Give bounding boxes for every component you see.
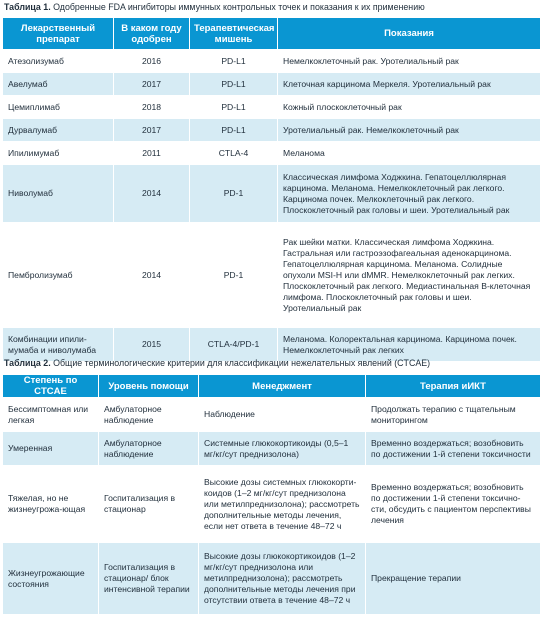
- table-row: [3, 328, 541, 362]
- table2-header-care-level: Уровень помощи: [99, 375, 199, 398]
- ici-therapy: Временно воздержаться; возобновить по достижении 1-й степени токсичности: [366, 432, 541, 466]
- care-level: Госпитализация в стационар: [99, 466, 199, 543]
- ctcae-grade: Тяжелая, но не жизнеугрожа-ющая: [3, 466, 99, 543]
- approval-year: 2017: [114, 119, 190, 142]
- drug-name: Цемиплимаб: [3, 96, 114, 119]
- table1-caption-label: Таблица 1.: [4, 2, 51, 13]
- indications: Меланома. Колоректальная карцинома. Карцинома почек. Немелкоклеточный рак легких: [278, 328, 541, 362]
- table-row: [3, 50, 541, 73]
- management: Высокие дозы глюкокортикоидов (1–2 мг/кг/сут преднизолона или метилпреднизолона); рассмотреть дополнительные методы лечения при отсутствии ответа в течение 48–72 ч: [199, 543, 366, 615]
- approval-year: 2014: [114, 223, 190, 328]
- drug-name: Авелумаб: [3, 73, 114, 96]
- table2-header-management: Менеджмент: [199, 375, 366, 398]
- drug-name: Атезолизумаб: [3, 50, 114, 73]
- approval-year: 2015: [114, 328, 190, 362]
- indications: Немелкоклеточный рак. Уротелиальный рак: [278, 50, 541, 73]
- table1-caption: [4, 2, 425, 13]
- drug-name: Ниволумаб: [3, 165, 114, 223]
- indications: Рак шейки матки. Классическая лимфома Ходжкина. Гастральная или гастроэзофагеальная аденокарцинома. Гепатоцеллюлярная карцинома. Меланома. Солидные опухоли MSI-H или dMMR. Немелкоклеточный рак легких. Плоскоклеточный рак легкого. Медиастинальная B-клеточная лимфома. Плоскоклеточный рак головы и шеи. Уротелиальный рак: [278, 223, 541, 328]
- indications: Клеточная карцинома Меркеля. Уротелиальный рак: [278, 73, 541, 96]
- approval-year: 2017: [114, 73, 190, 96]
- ctcae-grade: Умеренная: [3, 432, 99, 466]
- ici-therapy: Продолжать терапию с тщательным мониторингом: [366, 398, 541, 432]
- table1-header-row: [3, 18, 541, 50]
- table2-caption-label: Таблица 2.: [4, 358, 51, 369]
- therapeutic-target: PD-L1: [190, 50, 278, 73]
- ctcae-grade: Бессимптомная или легкая: [3, 398, 99, 432]
- drug-name: Пембролизумаб: [3, 223, 114, 328]
- therapeutic-target: PD-L1: [190, 73, 278, 96]
- management: Высокие дозы системных глюкокорти-коидов (1–2 мг/кг/сут преднизолона или метилпреднизолона); рассмотреть дополнительные методы лечения, если нет ответа в течение 48–72 ч: [199, 466, 366, 543]
- drug-name: Ипилимумаб: [3, 142, 114, 165]
- approval-year: 2011: [114, 142, 190, 165]
- ici-therapy: Прекращение терапии: [366, 543, 541, 615]
- drug-name: Комбинации ипили-мумаба и ниволумаба: [3, 328, 114, 362]
- care-level: Госпитализация в стационар/ блок интенсивной терапии: [99, 543, 199, 615]
- indications: Кожный плоскоклеточный рак: [278, 96, 541, 119]
- management: Системные глюкокортикоиды (0,5–1 мг/кг/сут преднизолона): [199, 432, 366, 466]
- table-row: [3, 119, 541, 142]
- care-level: Амбулаторное наблюдение: [99, 432, 199, 466]
- table-row: [3, 543, 541, 615]
- table1-header-year: В каком году одобрен: [114, 18, 190, 50]
- ici-therapy: Временно воздержаться; возобновить по достижении 1-й степени токсично-сти, обсудить с пациентом перспективы лечения: [366, 466, 541, 543]
- approval-year: 2018: [114, 96, 190, 119]
- table-row: [3, 96, 541, 119]
- table2-header-row: [3, 375, 541, 398]
- table2-caption-text: Общие терминологические критерии для классификации нежелательных явлений (CTCAE): [53, 358, 431, 369]
- table-row: [3, 142, 541, 165]
- table-row: [3, 466, 541, 543]
- table1: [2, 17, 541, 362]
- approval-year: 2016: [114, 50, 190, 73]
- table-row: [3, 165, 541, 223]
- table-row: [3, 73, 541, 96]
- indications: Меланома: [278, 142, 541, 165]
- table1-header-target: Терапевтическая мишень: [190, 18, 278, 50]
- table1-header-drug: Лекарственный препарат: [3, 18, 114, 50]
- table-row: [3, 223, 541, 328]
- therapeutic-target: PD-1: [190, 223, 278, 328]
- therapeutic-target: CTLA-4/PD-1: [190, 328, 278, 362]
- table1-header-indications: Показания: [278, 18, 541, 50]
- care-level: Амбулаторное наблюдение: [99, 398, 199, 432]
- approval-year: 2014: [114, 165, 190, 223]
- indications: Уротелиальный рак. Немелкоклеточный рак: [278, 119, 541, 142]
- table1-caption-text: Одобренные FDA ингибиторы иммунных контрольных точек и показания к их применению: [53, 2, 425, 13]
- ctcae-grade: Жизнеугрожающие состояния: [3, 543, 99, 615]
- therapeutic-target: PD-L1: [190, 96, 278, 119]
- table-row: [3, 398, 541, 432]
- table2-header-therapy: Терапия иИКТ: [366, 375, 541, 398]
- management: Наблюдение: [199, 398, 366, 432]
- table2-caption: [4, 358, 430, 369]
- table-row: [3, 432, 541, 466]
- therapeutic-target: CTLA-4: [190, 142, 278, 165]
- table2-header-grade: Степень по CTCAE: [3, 375, 99, 398]
- therapeutic-target: PD-L1: [190, 119, 278, 142]
- table2: [2, 374, 541, 615]
- indications: Классическая лимфома Ходжкина. Гепатоцеллюлярная карцинома. Меланома. Немелкоклеточный рак легкого. Карцинома почек. Мелкоклеточный рак легкого. Плоскоклеточный рак головы и шеи. Уротелиальный рак: [278, 165, 541, 223]
- drug-name: Дурвалумаб: [3, 119, 114, 142]
- therapeutic-target: PD-1: [190, 165, 278, 223]
